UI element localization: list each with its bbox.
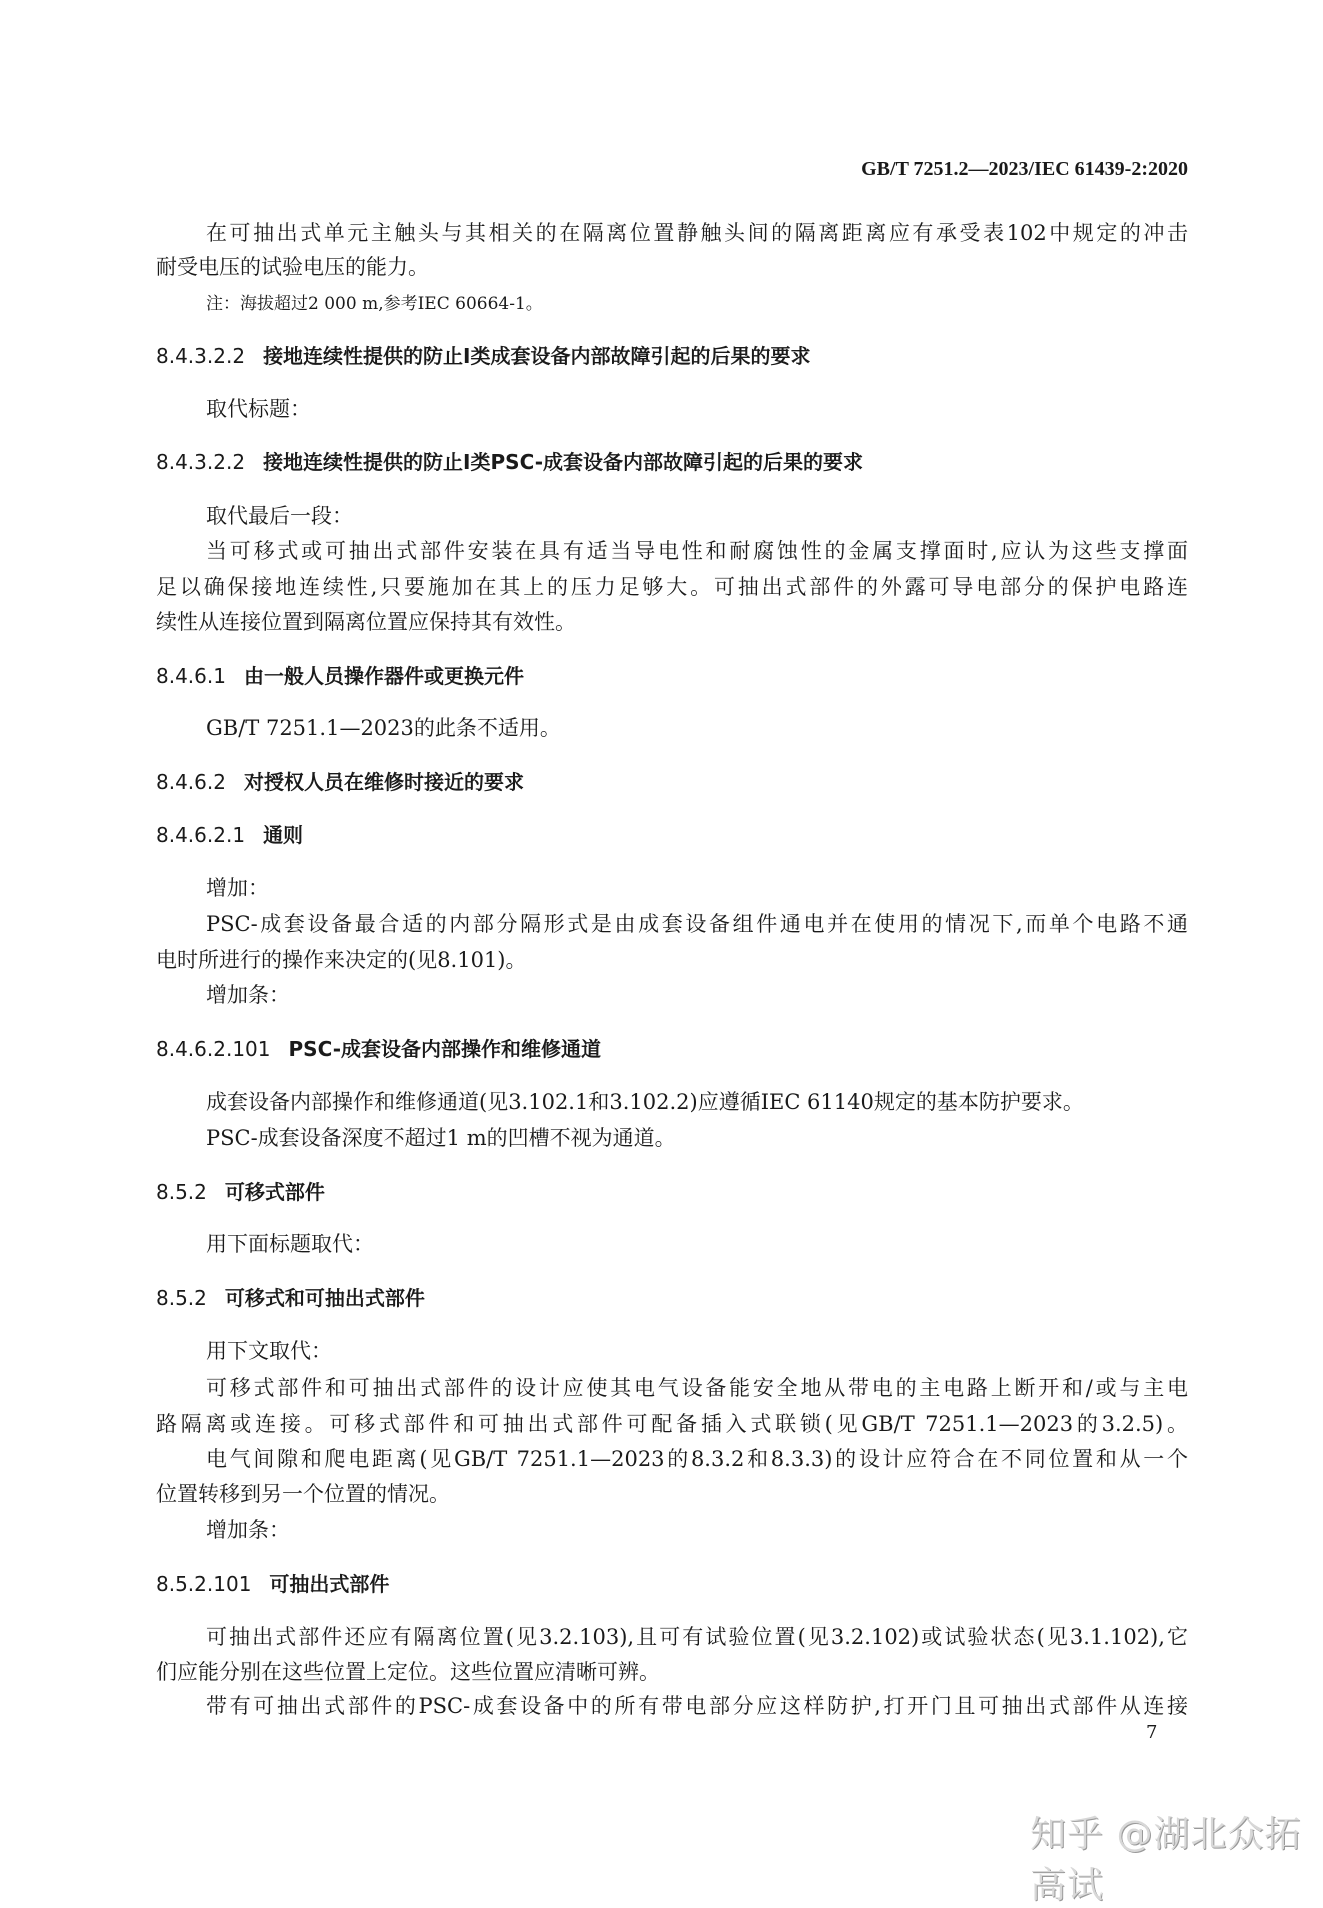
paragraph-line: 足以确保接地连续性,只要施加在其上的压力足够大。可抽出式部件的外露可导电部分的保护电路连 xyxy=(156,575,1188,599)
section-title: 可移式和可抽出式部件 xyxy=(224,1286,425,1310)
section-number: 8.4.6.2 xyxy=(156,770,226,794)
section-title: 通则 xyxy=(263,823,304,847)
section-title: 可抽出式部件 xyxy=(269,1572,390,1596)
paragraph-line: 用下文取代： xyxy=(206,1339,332,1363)
paragraph-line: 路隔离或连接。可移式部件和可抽出式部件可配备插入式联锁(见GB/T 7251.1—2023的3.2.5)。 xyxy=(156,1412,1188,1436)
section-number: 8.5.2 xyxy=(156,1286,207,1310)
paragraph-line: 带有可抽出式部件的PSC-成套设备中的所有带电部分应这样防护,打开门且可抽出式部件从连接 xyxy=(206,1694,1188,1718)
section-number: 8.4.6.1 xyxy=(156,664,226,688)
section-heading xyxy=(156,1571,389,1597)
paragraph-line: 增加： xyxy=(206,876,269,900)
section-heading xyxy=(156,1179,325,1205)
watermark: 知乎 @湖北众拓高试 xyxy=(1030,1814,1302,1906)
section-heading xyxy=(156,343,811,369)
section-heading xyxy=(156,769,524,795)
page-number: 7 xyxy=(1146,1722,1158,1743)
section-number: 8.5.2 xyxy=(156,1180,207,1204)
paragraph-line: 增加条： xyxy=(206,983,290,1007)
paragraph-line: 们应能分别在这些位置上定位。这些位置应清晰可辨。 xyxy=(156,1660,660,1684)
section-number: 8.5.2.101 xyxy=(156,1572,252,1596)
section-title: 由一般人员操作器件或更换元件 xyxy=(243,664,524,688)
paragraph-line: GB/T 7251.1—2023的此条不适用。 xyxy=(206,716,561,740)
paragraph-line: 位置转移到另一个位置的情况。 xyxy=(156,1482,450,1506)
section-heading xyxy=(156,1285,425,1311)
paragraph-line: 在可抽出式单元主触头与其相关的在隔离位置静触头间的隔离距离应有承受表102中规定的冲击 xyxy=(206,221,1188,245)
paragraph-line: 耐受电压的试验电压的能力。 xyxy=(156,255,429,279)
section-title: 对授权人员在维修时接近的要求 xyxy=(243,770,524,794)
paragraph-line: 电气间隙和爬电距离(见GB/T 7251.1—2023的8.3.2和8.3.3)的设计应符合在不同位置和从一个 xyxy=(206,1447,1188,1471)
section-heading xyxy=(156,449,863,475)
section-title: PSC-成套设备内部操作和维修通道 xyxy=(288,1037,602,1061)
paragraph-line: 续性从连接位置到隔离位置应保持其有效性。 xyxy=(156,610,576,634)
paragraph-line: 当可移式或可抽出式部件安装在具有适当导电性和耐腐蚀性的金属支撑面时,应认为这些支撑面 xyxy=(206,539,1188,563)
section-number: 8.4.3.2.2 xyxy=(156,344,246,368)
document-header: GB/T 7251.2—2023/IEC 61439-2:2020 xyxy=(861,158,1188,180)
paragraph-line: 成套设备内部操作和维修通道(见3.102.1和3.102.2)应遵循IEC 61140规定的基本防护要求。 xyxy=(206,1090,1084,1114)
section-heading xyxy=(156,822,303,848)
section-title: 可移式部件 xyxy=(224,1180,325,1204)
section-heading xyxy=(156,663,524,689)
section-heading xyxy=(156,1036,601,1062)
section-number: 8.4.6.2.101 xyxy=(156,1037,271,1061)
section-title: 接地连续性提供的防止I类成套设备内部故障引起的后果的要求 xyxy=(263,344,811,368)
paragraph-line: 用下面标题取代： xyxy=(206,1232,374,1256)
paragraph-line: 可抽出式部件还应有隔离位置(见3.2.103),且可有试验位置(见3.2.102)或试验状态(见3.1.102),它 xyxy=(206,1625,1188,1649)
section-number: 8.4.6.2.1 xyxy=(156,823,246,847)
paragraph-line: 增加条： xyxy=(206,1518,290,1542)
paragraph-line: 可移式部件和可抽出式部件的设计应使其电气设备能安全地从带电的主电路上断开和/或与主电 xyxy=(206,1376,1188,1400)
note: 注：海拔超过2 000 m,参考IEC 60664-1。 xyxy=(206,294,543,314)
section-number: 8.4.3.2.2 xyxy=(156,450,246,474)
paragraph-line: PSC-成套设备最合适的内部分隔形式是由成套设备组件通电并在使用的情况下,而单个电路不通 xyxy=(206,912,1188,936)
paragraph-line: 取代最后一段： xyxy=(206,504,353,528)
paragraph-line: 取代标题： xyxy=(206,397,311,421)
section-title: 接地连续性提供的防止I类PSC-成套设备内部故障引起的后果的要求 xyxy=(263,450,864,474)
paragraph-line: 电时所进行的操作来决定的(见8.101)。 xyxy=(156,948,527,972)
paragraph-line: PSC-成套设备深度不超过1 m的凹槽不视为通道。 xyxy=(206,1126,676,1150)
